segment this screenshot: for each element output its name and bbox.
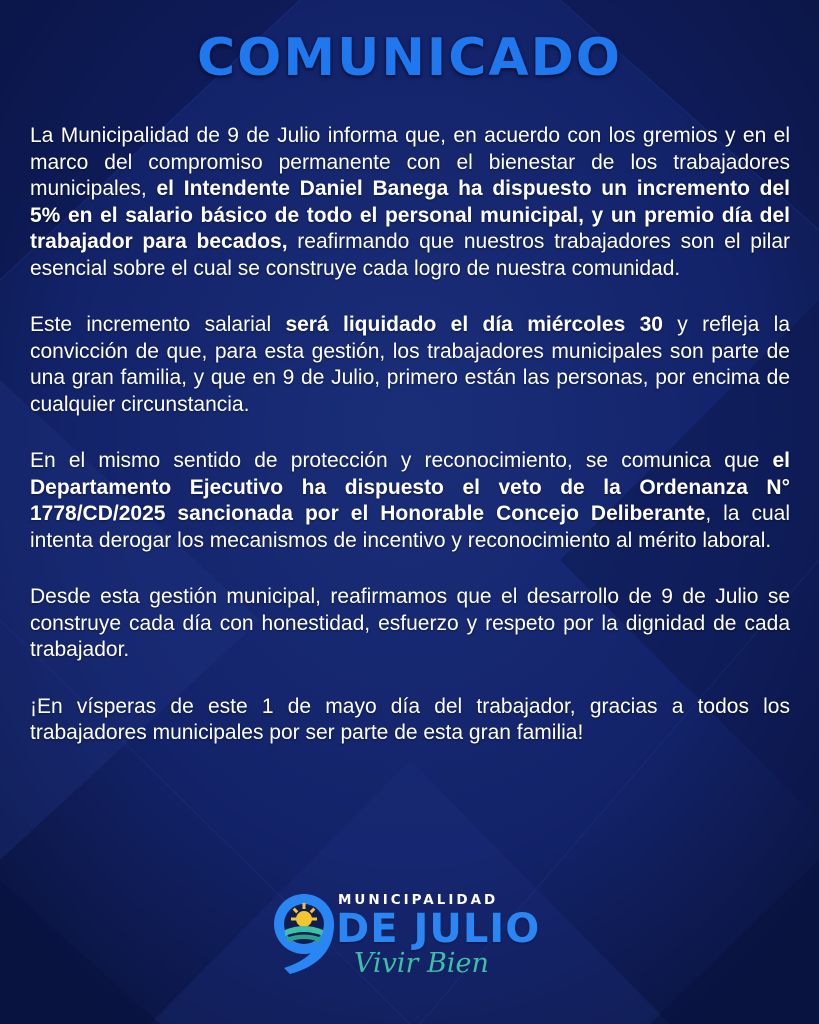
- paragraph-1: [30, 123, 790, 282]
- logo-line-municipalidad: MUNICIPALIDAD: [338, 892, 499, 908]
- page-title: COMUNICADO: [197, 28, 622, 88]
- paragraph-1-text: La Municipalidad de 9 de Julio informa que, en acuerdo con los gremios y en el marco del compromiso permanente con el bienestar de los trabajadores municipales,: [30, 124, 790, 200]
- paragraph-5-text: ¡En vísperas de este 1 de mayo día del trabajador, gracias a todos los trabajadores municipales por ser parte de esta gran familia!: [30, 694, 790, 744]
- paragraph-2-bold-text: será liquidado el día miércoles 30: [285, 313, 663, 336]
- paragraph-3: [30, 448, 790, 554]
- paragraph-1-text-end: reafirmando que nuestros trabajadores son el pilar esencial sobre el cual se construye cada logro de nuestra comunidad.: [30, 230, 790, 280]
- nine-sun-logo-icon: [270, 884, 336, 976]
- paragraph-3-bold-text: el Departamento Ejecutivo ha dispuesto el veto de la Ordenanza N° 1778/CD/2025 sancionada por el Honorable Concejo Deliberante: [30, 449, 790, 525]
- paragraph-1-bold-text: el Intendente Daniel Banega ha dispuesto un incremento del 5% en el salario básico de todo el personal municipal, y un premio día del trabajador para becados,: [30, 177, 790, 253]
- municipality-logo: [270, 882, 570, 982]
- paragraph-2: [30, 312, 790, 418]
- communique-body: [30, 123, 790, 777]
- paragraph-4-text: Desde esta gestión municipal, reafirmamos que el desarrollo de 9 de Julio se construye cada día con honestidad, esfuerzo y respeto por la dignidad de cada trabajador.: [30, 585, 790, 661]
- paragraph-3-text: En el mismo sentido de protección y reconocimiento, se comunica que: [30, 449, 773, 472]
- paragraph-4: [30, 584, 790, 664]
- paragraph-2-text: Este incremento salarial: [30, 313, 286, 336]
- paragraph-3-text-end: , la cual intenta derogar los mecanismos de incentivo y reconocimiento al mérito laboral.: [30, 502, 790, 552]
- paragraph-2-text-end: y refleja la convicción de que, para esta gestión, los trabajadores municipales son parte de una gran familia, y que en 9 de Julio, primero están las personas, por encima de cualquier circunstancia.: [30, 313, 791, 416]
- paragraph-5: [30, 694, 790, 747]
- logo-line-de-julio: DE JULIO: [336, 906, 541, 952]
- logo-slogan: Vivir Bien: [354, 948, 489, 979]
